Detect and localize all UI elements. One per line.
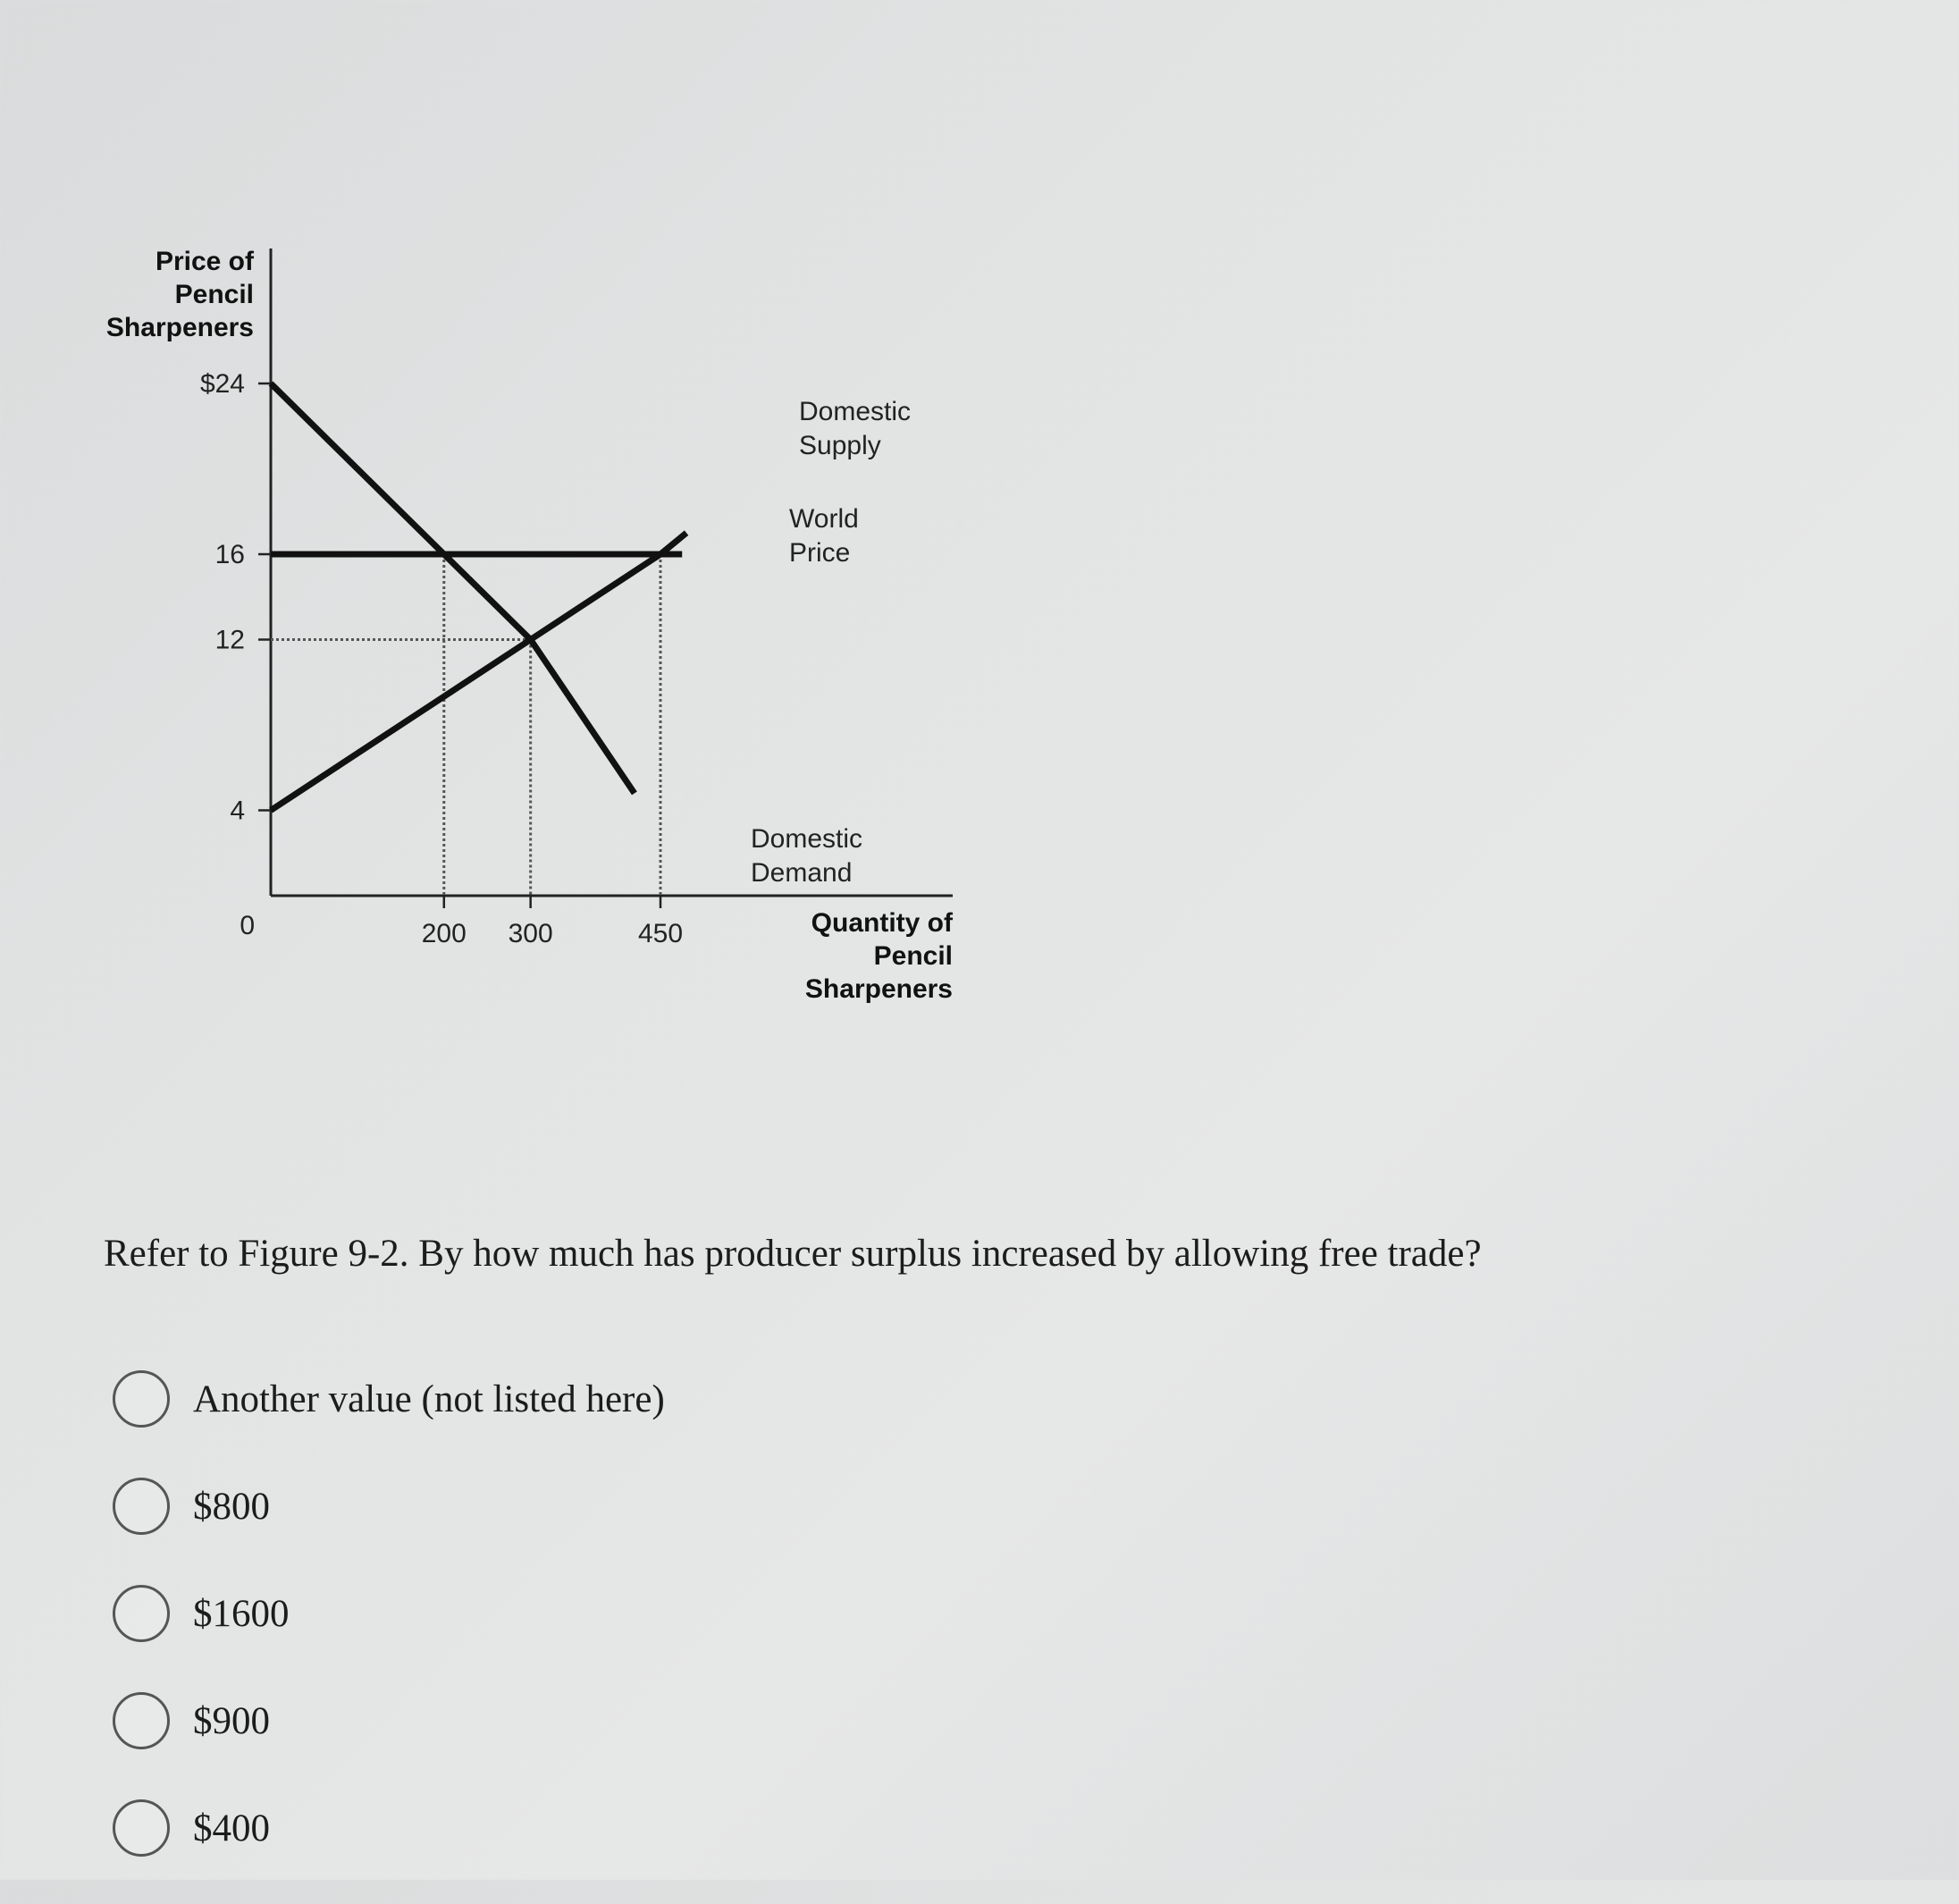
y-axis-title: Price of Pencil Sharpeners <box>105 247 254 342</box>
x-axis-title: Quantity of Pencil Sharpeners <box>804 908 953 1004</box>
y-tick-label: 4 <box>230 796 245 826</box>
origin-label: 0 <box>240 911 255 940</box>
x-tick-label: 300 <box>508 919 553 948</box>
option-label: Another value (not listed here) <box>193 1377 665 1420</box>
answer-option-1600[interactable] <box>113 1582 665 1645</box>
option-label: $900 <box>193 1699 270 1742</box>
domestic-demand-label: Domestic Demand <box>751 824 863 888</box>
radio-button[interactable] <box>113 1478 170 1535</box>
domestic-supply-label: Domestic Supply <box>799 397 912 460</box>
option-label: $800 <box>193 1485 270 1528</box>
y-tick-label: 16 <box>214 540 245 569</box>
answer-option-another-value[interactable] <box>113 1368 665 1430</box>
world-price-label: World Price <box>789 504 859 568</box>
x-tick-label: 450 <box>637 919 684 948</box>
option-label: $400 <box>193 1807 270 1849</box>
radio-button[interactable] <box>113 1585 170 1642</box>
domestic-demand-line <box>271 383 635 793</box>
question-text: Refer to Figure 9-2. By how much has producer surplus increased by allowing free trade? <box>104 1233 1482 1275</box>
answer-option-900[interactable] <box>113 1689 665 1752</box>
y-tick-label: 12 <box>214 625 245 655</box>
answer-options <box>113 1368 665 1904</box>
answer-option-800[interactable] <box>113 1475 665 1538</box>
x-tick-label: 200 <box>421 919 467 948</box>
radio-button[interactable] <box>113 1692 170 1749</box>
option-label: $1600 <box>193 1592 290 1635</box>
domestic-supply-line <box>271 533 686 810</box>
y-tick-label: $24 <box>199 369 245 399</box>
radio-button[interactable] <box>113 1370 170 1428</box>
radio-button[interactable] <box>113 1799 170 1857</box>
answer-option-400[interactable] <box>113 1797 665 1859</box>
